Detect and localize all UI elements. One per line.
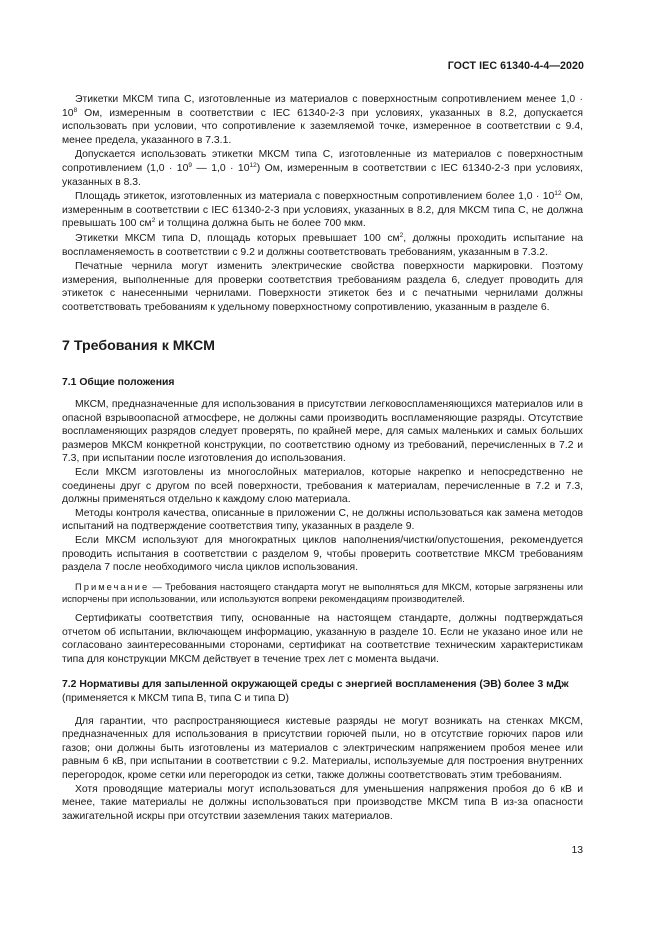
document-body — [62, 92, 583, 823]
paragraph: Методы контроля качества, описанные в приложении С, не должны использоваться как замена методов испытаний на подтверждение соответствия типу, указанных в разделе 9. — [62, 507, 583, 533]
paragraph: Площадь этикеток, изготовленных из материала с поверхностным сопротивлением более $1,0 \cdot 10^{12}$ Ом, измеренным в соответствии с IEC 61340-2-3 при условиях, указанных в 8.2, для МКСМ типа С, не должна превышать 100 $см^2$ и толщина должна быть не более 700 мкм. — [62, 190, 583, 230]
paragraph: Хотя проводящие материалы могут использоваться для уменьшения напряжения пробоя до 6 кВ и менее, такие материалы не должны использоваться при производстве МКСМ типа В из-за опасности зажигательной искры при отсутствии заземления таких материалов. — [62, 783, 583, 822]
page-number: 13 — [571, 845, 583, 856]
paragraph: Для гарантии, что распространяющиеся кистевые разряды не могут возникать на стенках МКСМ, предназначенных для использования в присутствии горючей пыли, но в отсутствие горючих паров или газов; они должны быть изготовлены из материалов с электрическим напряжением пробоя менее или равным 6 кВ, при испытании в соответствии с 9.2. Материалы, используемые для построения внутренних перегородок, кроме сетки или перегородок из сетки, также должны соответствовать этим требованиям. — [62, 715, 583, 781]
subsection-7-1-heading: 7.1 Общие положения — [62, 376, 175, 388]
paragraph: Этикетки МКСМ типа С, изготовленные из материалов с поверхностным сопротивлением менее $1,0 \cdot 10^8$ Ом, измеренным в соответствии с IEC 61340-2-3 при условиях, указанных в 8.2, допускается использовать при условии, что сопротивление к заземляемой точке, измеренное в соответствии с 9.4, менее предела, указанного в 7.3.1. — [62, 94, 583, 146]
paragraph: Сертификаты соответствия типу, основанные на настоящем стандарте, должны подтверждаться отчетом об испытании, включающем информацию, указанную в разделе 10. Если не указано иное или не согласовано заинтересованными сторонами, сертификат на соответствие техническим характеристикам типа для конструкции МКСМ действует в течение трех лет с момента выдачи. — [62, 613, 583, 665]
note-label: Примечание — [75, 580, 150, 592]
note — [62, 581, 583, 606]
note-text: — Требования настоящего стандарта могут не выполняться для МКСМ, которые загрязнены или испорчены при использовании, или используются вопреки рекомендациям производителей. — [62, 580, 583, 605]
paragraph: Печатные чернила могут изменить электрические свойства поверхности маркировки. Поэтому измерения, выполненные для проверки соответствия требованиям раздела 6, следует проводить для этикеток с нанесенными чернилами. Поверхности этикеток без и с печатными чернилами должны соответствовать требованиям к удельному поверхностному сопротивлению, указанным в разделе 6. — [62, 261, 583, 313]
paragraph: Если МКСМ используют для многократных циклов наполнения/чистки/опустошения, рекомендуется проводить испытания в соответствии с разделом 9, чтобы проверить соответствие МКСМ требованиям раздела 7 после необходимого числа циклов использования. — [62, 535, 583, 574]
paragraph: Этикетки МКСМ типа D, площадь которых превышает 100 $см^2$, должны проходить испытание на воспламеняемость в соответствии с 9.2 и должны соответствовать требованиям, указанным в 7.3.2. — [62, 231, 583, 258]
subsection-7-2-heading: 7.2 Нормативы для запыленной окружающей среды с энергией воспламенения (ЭВ) более 3 мДж (применяется к МКСМ типа В, типа С и типа D) — [62, 679, 569, 704]
paragraph: Допускается использовать этикетки МКСМ типа С, изготовленные из материалов с поверхностным сопротивлением ($1,0 \cdot 10^9$ — $1,0 \cdot 10^{12}$) Ом, измеренным в соответствии с IEC 61340-2-3 при условиях, указанных в 8.3. — [62, 149, 583, 188]
document-header: ГОСТ IEC 61340-4-4—2020 — [447, 60, 584, 72]
section-7-heading: 7 Требования к МКСМ — [62, 337, 215, 354]
paragraph: МКСМ, предназначенные для использования в присутствии легковоспламеняющихся материалов или в опасной взрывоопасной атмосфере, не должны сами производить воспламеняющие разряды. Отсутствие воспламеняющих разрядов следует проверять, по крайней мере, для самых маленьких и самых больших размеров МКСМ конкретной конструкции, по соответствию одному из требований, перечисленных в 7.2 и 7.3, при испытании после изготовления до использования. — [62, 399, 583, 465]
paragraph: Если МКСМ изготовлены из многослойных материалов, которые накрепко и непосредственно не соединены друг с другом по всей поверхности, требования к материалам, перечисленные в 7.2 и 7.3, должны применяться отдельно к каждому слою материала. — [62, 467, 583, 506]
